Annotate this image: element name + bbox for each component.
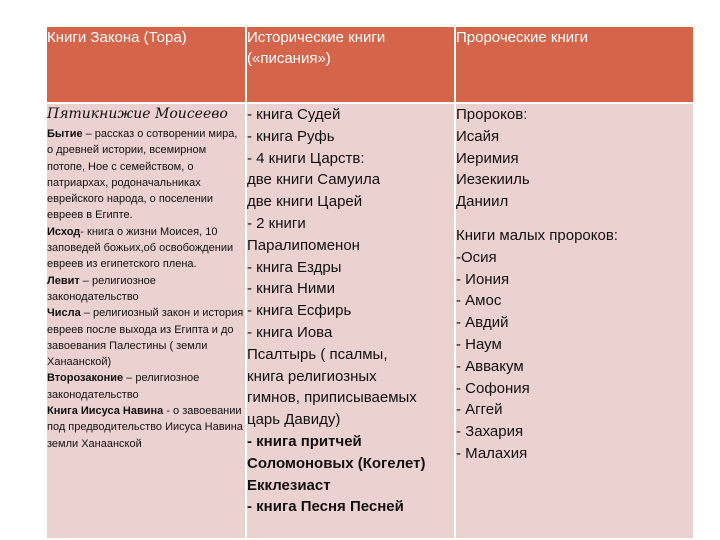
historical-cell — [246, 103, 455, 539]
historical-book-line: Паралипоменон — [247, 236, 360, 254]
law-book-entry — [47, 126, 245, 224]
minor-prophet-item: - Софония — [456, 379, 530, 397]
header-row — [47, 27, 693, 103]
major-prophet-item: Исайя — [456, 127, 500, 145]
historical-book-line: - книга Песня Песней — [247, 498, 404, 516]
law-book-description: - о завоевании под предводительство Иисуса Навина земли Ханаанской — [47, 405, 243, 450]
historical-book-line: - книга Судей — [247, 106, 341, 123]
law-book-description: – религиозное законодательство — [47, 372, 200, 401]
spacer — [456, 213, 693, 225]
header-prophetic: Пророческие книги — [455, 27, 693, 103]
historical-book-line: - книга Ними — [247, 280, 335, 298]
law-book-name: Исход — [47, 225, 81, 238]
historical-book-line: Псалтырь ( псалмы, — [247, 345, 388, 363]
historical-book-line: Екклезиаст — [247, 476, 331, 494]
books-table — [47, 27, 693, 540]
law-book-name: Книга Иисуса Навина — [47, 405, 164, 418]
law-book-description: – религиозное законодательство — [47, 274, 156, 303]
historical-book-line: две книги Самуила — [247, 171, 381, 189]
law-book-description: - книга о жизни Моисея, 10 заповедей божьих,об освобождении евреев из египетского плена. — [47, 225, 234, 271]
historical-book-line: - книга Ездры — [247, 258, 342, 276]
law-book-name: Бытие — [47, 128, 83, 140]
historical-book-line: книга религиозных — [247, 367, 377, 385]
law-cell — [47, 103, 246, 539]
law-book-name: Левит — [47, 274, 80, 287]
law-books-list — [47, 126, 245, 452]
historical-book-line: гимнов, приписываемых — [247, 389, 417, 407]
minor-prophet-item: - Аггей — [456, 401, 503, 419]
historical-book-line: - 2 книги — [247, 214, 306, 232]
minor-prophets-list — [456, 247, 693, 465]
minor-prophet-item: - Захария — [456, 423, 524, 441]
body-row — [47, 103, 693, 539]
major-prophets-heading: Пророков: — [456, 106, 528, 123]
minor-prophet-item: - Иония — [456, 270, 510, 288]
pentateuch-title: Пятикнижие Моисеево — [47, 106, 228, 122]
minor-prophet-item: - Малахия — [456, 444, 528, 462]
major-prophets-list — [456, 126, 693, 213]
historical-book-line: - книга Руфь — [247, 127, 335, 145]
minor-prophets-heading: Книги малых пророков: — [456, 226, 618, 244]
law-book-entry — [47, 305, 245, 370]
header-law: Книги Закона (Тора) — [47, 27, 246, 103]
major-prophet-item: Даниил — [456, 193, 509, 211]
historical-book-line: - 4 книги Царств: — [247, 149, 365, 167]
historical-list — [247, 104, 454, 518]
header-historical: Исторические книги («писания») — [246, 27, 455, 103]
minor-prophet-item: - Амос — [456, 292, 502, 310]
law-book-entry — [47, 403, 245, 452]
historical-book-line: - книга Есфирь — [247, 302, 352, 320]
historical-book-line: - книга Иова — [247, 323, 333, 341]
minor-prophet-item: - Наум — [456, 335, 502, 353]
historical-book-line: Соломоновых (Когелет) — [247, 454, 426, 472]
major-prophet-item: Иеримия — [456, 149, 519, 167]
minor-prophet-item: - Аввакум — [456, 357, 524, 375]
law-book-name: Второзаконие — [47, 372, 124, 385]
historical-book-line: две книги Царей — [247, 193, 363, 211]
minor-prophet-item: - Авдий — [456, 314, 509, 332]
law-book-entry — [47, 370, 245, 403]
law-book-description: – религиозный закон и история евреев после выхода из Египта и до завоевания Палестины ( земли Ханаанской) — [47, 307, 244, 369]
law-book-description: – рассказ о сотворении мира, о древней истории, всемирном потопе, Ное с семейством, о патриархах, родоначальниках еврейского народа, о поселении евреев в Египте. — [47, 128, 238, 222]
prophetic-cell — [455, 103, 693, 539]
law-book-entry — [47, 273, 245, 306]
law-book-entry — [47, 224, 245, 273]
historical-book-line: - книга притчей — [247, 432, 362, 450]
historical-book-line: царь Давиду) — [247, 411, 341, 429]
law-book-name: Числа — [47, 307, 81, 320]
minor-prophet-item: -Осия — [456, 248, 497, 266]
major-prophet-item: Иезекииль — [456, 171, 530, 189]
